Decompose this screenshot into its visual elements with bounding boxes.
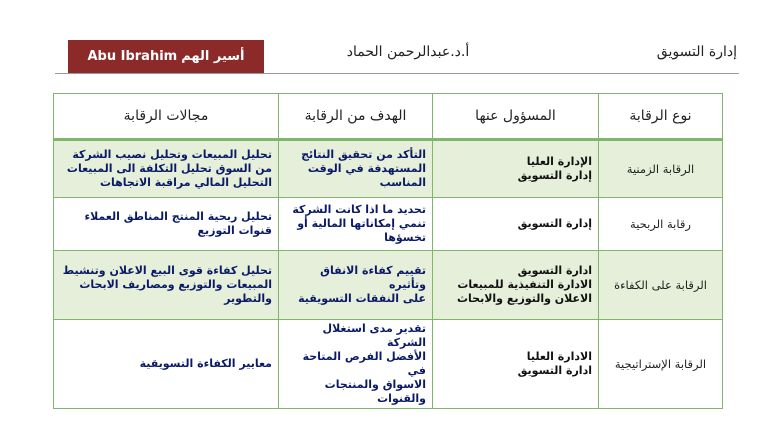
cell-line: معايير الكفاءة التسويقية <box>139 357 272 370</box>
cell-type: الرقابة الإستراتيجية <box>599 320 723 409</box>
cell-goal <box>279 140 433 198</box>
cell-line: المناسب <box>379 176 426 189</box>
header-goal: الهدف من الرقابة <box>279 94 433 140</box>
cell-line: تحليل كفاءة قوى البيع الاعلان وتنشيط <box>62 264 272 277</box>
cell-line: قنوات التوزيع <box>197 224 272 237</box>
header-divider <box>55 73 739 74</box>
badge-arabic-name: أسير الهم <box>181 49 245 64</box>
cell-responsible <box>433 251 599 320</box>
header-fields: مجالات الرقابة <box>54 94 279 140</box>
header-type: نوع الرقابة <box>599 94 723 140</box>
cell-line: الادارة التنفيذية للمبيعات <box>457 278 592 291</box>
cell-line: المستهدفة في الوقت <box>307 162 426 175</box>
cell-responsible <box>433 320 599 409</box>
control-types-table <box>53 93 723 409</box>
cell-line: على النفقات التسويقية <box>298 292 426 305</box>
cell-line: التحليل المالي مراقبة الاتجاهات <box>99 176 272 189</box>
badge-latin-name: Abu Ibrahim <box>87 49 178 64</box>
cell-goal <box>279 198 433 251</box>
cell-line: المبيعات والتوزيع ومصاريف الابحاث <box>79 278 272 291</box>
cell-line: والتطوير <box>224 292 272 305</box>
cell-type: الرقابة على الكفاءة <box>599 251 723 320</box>
cell-fields <box>54 140 279 198</box>
cell-line: والقنوات <box>377 392 426 405</box>
cell-line: تحديد ما اذا كانت الشركة <box>292 203 426 216</box>
cell-fields <box>54 198 279 251</box>
cell-line: الادارة العليا <box>526 350 592 363</box>
cell-line: الاسواق والمنتجات <box>324 378 426 391</box>
cell-line: تقدير مدى استغلال الشركة <box>322 322 426 349</box>
cell-line: ادارة التسويق <box>517 364 592 377</box>
table-row <box>54 198 723 251</box>
author-name: أ.د.عبدالرحمن الحماد <box>346 44 470 60</box>
cell-line: إدارة التسويق <box>517 169 592 182</box>
table-header-row <box>54 94 723 140</box>
cell-type: الرقابة الزمنية <box>599 140 723 198</box>
department-title: إدارة التسويق <box>656 44 737 60</box>
table-row <box>54 251 723 320</box>
cell-goal <box>279 251 433 320</box>
cell-line: تنمي إمكاناتها المالية أو <box>297 217 426 230</box>
cell-responsible <box>433 198 599 251</box>
cell-line: تحليل ربحية المنتج المناطق العملاء <box>84 210 272 223</box>
author-badge <box>68 40 264 73</box>
cell-line: ادارة التسويق <box>517 264 592 277</box>
cell-goal <box>279 320 433 409</box>
cell-fields <box>54 251 279 320</box>
cell-line: تقييم كفاءة الانفاق وتأثيره <box>320 264 426 291</box>
cell-line: إدارة التسويق <box>517 217 592 230</box>
cell-line: من السوق تحليل التكلفة الى المبيعات <box>66 162 272 175</box>
cell-type: رقابة الربحية <box>599 198 723 251</box>
cell-line: الاعلان والتوزيع والابحاث <box>456 292 592 305</box>
page-header <box>0 0 767 80</box>
cell-line: تخسؤها <box>384 231 426 244</box>
header-responsible: المسؤول عنها <box>433 94 599 140</box>
cell-line: تحليل المبيعات وتحليل نصيب الشركة <box>72 148 272 161</box>
cell-fields <box>54 320 279 409</box>
table-row <box>54 140 723 198</box>
cell-responsible <box>433 140 599 198</box>
table-row <box>54 320 723 409</box>
cell-line: الأفضل الفرص المتاحة في <box>302 350 426 377</box>
cell-line: الإدارة العليا <box>526 155 592 168</box>
cell-line: التأكد من تحقيق النتائج <box>301 148 426 161</box>
